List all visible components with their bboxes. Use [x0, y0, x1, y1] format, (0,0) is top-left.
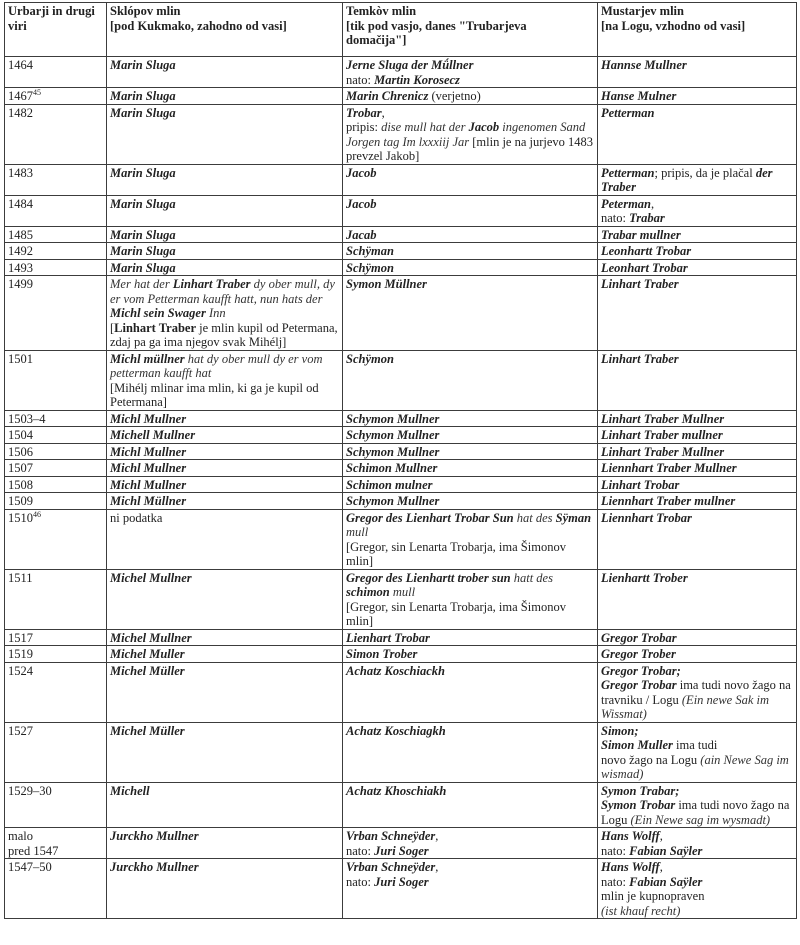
temkov-cell: Jacab [343, 226, 598, 243]
mustarjev-cell: Lienhartt Trober [598, 569, 797, 629]
mustarjev-cell: Symon Trabar; Symon Trobar ima tudi novo žago na Logu (Ein Newe sag im wysmadt) [598, 782, 797, 828]
temkov-cell: Symon Müllner [343, 276, 598, 351]
sklopov-cell: Jurckho Mullner [107, 828, 343, 859]
mustarjev-cell: Linhart Traber Mullner [598, 443, 797, 460]
mustarjev-cell: Simon; Simon Muller ima tudi novo žago na Logu (ain Newe Sag im wismad) [598, 722, 797, 782]
table-row [5, 569, 797, 629]
table-row [5, 427, 797, 444]
temkov-cell: Jerne Sluga der Mǘllner nato: Martin Korosecz [343, 57, 598, 88]
year-cell: 1482 [5, 104, 107, 164]
sklopov-cell: Jurckho Mullner [107, 859, 343, 919]
temkov-cell: Schÿmon [343, 259, 598, 276]
temkov-cell: Jacob [343, 164, 598, 195]
sklopov-cell: Michl Müllner [107, 493, 343, 510]
temkov-cell: Achatz Koschiagkh [343, 722, 598, 782]
temkov-cell: Schymon Mullner [343, 443, 598, 460]
temkov-cell: Jacob [343, 195, 598, 226]
sklopov-cell: Marin Sluga [107, 259, 343, 276]
year-cell: 1467$^{45}$ [5, 88, 107, 105]
year-cell: malo pred 1547 [5, 828, 107, 859]
year-cell: 1464 [5, 57, 107, 88]
year-cell: 1499 [5, 276, 107, 351]
mustarjev-cell: Peterman, nato: Trabar [598, 195, 797, 226]
year-cell: 1485 [5, 226, 107, 243]
mustarjev-cell: Hans Wolff, nato: Fabian Saÿler [598, 828, 797, 859]
sklopov-cell: ni podatka [107, 509, 343, 569]
sklopov-cell: Michel Müller [107, 662, 343, 722]
year-cell: 1511 [5, 569, 107, 629]
temkov-cell: Schymon Mullner [343, 427, 598, 444]
year-cell: 1509 [5, 493, 107, 510]
table-row [5, 629, 797, 646]
mustarjev-cell: Petterman; pripis, da je plačal der Traber [598, 164, 797, 195]
header-row [5, 3, 797, 57]
mustarjev-cell: Hanse Mulner [598, 88, 797, 105]
table-row [5, 276, 797, 351]
sklopov-cell: Michel Muller [107, 646, 343, 663]
year-cell: 1527 [5, 722, 107, 782]
temkov-cell: Vrban Schneÿder, nato: Juri Soger [343, 859, 598, 919]
mustarjev-cell: Petterman [598, 104, 797, 164]
table-row [5, 443, 797, 460]
sklopov-cell: Michl Mullner [107, 460, 343, 477]
mustarjev-cell: Linhart Traber [598, 350, 797, 410]
mustarjev-cell: Hannse Mullner [598, 57, 797, 88]
table-row [5, 104, 797, 164]
sklopov-cell: Michel Mullner [107, 629, 343, 646]
table-row [5, 164, 797, 195]
table-row [5, 57, 797, 88]
sklopov-cell: Michel Müller [107, 722, 343, 782]
table-row [5, 350, 797, 410]
table-row [5, 509, 797, 569]
year-cell: 1508 [5, 476, 107, 493]
mustarjev-cell: Trabar mullner [598, 226, 797, 243]
temkov-cell: Schimon mulner [343, 476, 598, 493]
mills-table [4, 2, 797, 919]
header-sklopov-mlin: Sklópov mlin [pod Kukmako, zahodno od vasi] [107, 3, 343, 57]
sklopov-cell: Michl Mullner [107, 443, 343, 460]
mustarjev-cell: Gregor Trobar; Gregor Trobar ima tudi novo žago na travniku / Logu (Ein newe Sak im Wissmat) [598, 662, 797, 722]
sklopov-cell: Mer hat der Linhart Traber dy ober mull, dy er vom Petterman kaufft hatt, nun hats der Michl sein Swager Inn [Linhart Traber je mlin kupil od Petermana, zdaj pa ga ima njegov svak Mihélj] [107, 276, 343, 351]
sklopov-cell: Marin Sluga [107, 226, 343, 243]
sklopov-cell: Marin Sluga [107, 57, 343, 88]
table-row [5, 195, 797, 226]
sklopov-cell: Marin Sluga [107, 88, 343, 105]
table-row [5, 722, 797, 782]
sklopov-cell: Marin Sluga [107, 164, 343, 195]
temkov-cell: Simon Trober [343, 646, 598, 663]
year-cell: 1506 [5, 443, 107, 460]
footnote-ref: 46 [33, 509, 41, 519]
sklopov-cell: Marin Sluga [107, 195, 343, 226]
mustarjev-cell: Leonhart Trobar [598, 259, 797, 276]
table-row [5, 460, 797, 477]
temkov-cell: Schymon Mullner [343, 493, 598, 510]
sklopov-cell: Michl Mullner [107, 476, 343, 493]
table-row [5, 243, 797, 260]
header-sources: Urbarji in drugi viri [5, 3, 107, 57]
sklopov-cell: Marin Sluga [107, 243, 343, 260]
year-cell: 1517 [5, 629, 107, 646]
temkov-cell: Marin Chrenicz (verjetno) [343, 88, 598, 105]
mustarjev-cell: Linhart Traber Mullner [598, 410, 797, 427]
mustarjev-cell: Gregor Trobar [598, 629, 797, 646]
temkov-cell: Schymon Mullner [343, 410, 598, 427]
temkov-cell: Schimon Mullner [343, 460, 598, 477]
mustarjev-cell: Leonhartt Trobar [598, 243, 797, 260]
temkov-cell: Schÿman [343, 243, 598, 260]
table-row [5, 226, 797, 243]
mustarjev-cell: Linhart Traber [598, 276, 797, 351]
year-cell: 1492 [5, 243, 107, 260]
temkov-cell: Vrban Schneÿder, nato: Juri Soger [343, 828, 598, 859]
temkov-cell: Trobar, pripis: dise mull hat der Jacob ingenomen Sand Jorgen tag Im lxxxiij Jar [mlin je na jurjevo 1483 prevzel Jakob] [343, 104, 598, 164]
year-cell: 1529–30 [5, 782, 107, 828]
sklopov-cell: Michell [107, 782, 343, 828]
header-temkov-mlin: Temkòv mlin [tik pod vasjo, danes "Trubarjeva domačija"] [343, 3, 598, 57]
table-row [5, 493, 797, 510]
sklopov-cell: Michel Mullner [107, 569, 343, 629]
temkov-cell: Gregor des Lienhart Trobar Sun hat des Sÿman mull [Gregor, sin Lenarta Trobarja, ima Šimonov mlin] [343, 509, 598, 569]
table-row [5, 259, 797, 276]
mustarjev-cell: Hans Wolff, nato: Fabian Saÿler mlin je kupnopraven (ist khauf recht) [598, 859, 797, 919]
year-cell: 1503–4 [5, 410, 107, 427]
year-cell: 1484 [5, 195, 107, 226]
table-row [5, 859, 797, 919]
temkov-cell: Lienhart Trobar [343, 629, 598, 646]
sklopov-cell: Michell Mullner [107, 427, 343, 444]
mustarjev-cell: Liennhart Traber Mullner [598, 460, 797, 477]
table-row [5, 828, 797, 859]
sklopov-cell: Michl Mullner [107, 410, 343, 427]
temkov-cell: Schÿmon [343, 350, 598, 410]
header-mustarjev-mlin: Mustarjev mlin [na Logu, vzhodno od vasi] [598, 3, 797, 57]
table-row [5, 476, 797, 493]
year-cell: 1501 [5, 350, 107, 410]
year-cell: 1504 [5, 427, 107, 444]
table-row [5, 662, 797, 722]
year-cell: 1524 [5, 662, 107, 722]
sklopov-cell: Michl müllner hat dy ober mull dy er vom petterman kaufft hat [Mihélj mlinar ima mlin, ki ga je kupil od Petermana] [107, 350, 343, 410]
year-cell: 1547–50 [5, 859, 107, 919]
temkov-cell: Achatz Khoschiakh [343, 782, 598, 828]
mustarjev-cell: Liennhart Trobar [598, 509, 797, 569]
temkov-cell: Gregor des Lienhartt trober sun hatt des schimon mull [Gregor, sin Lenarta Trobarja, ima Šimonov mlin] [343, 569, 598, 629]
table-row [5, 646, 797, 663]
mustarjev-cell: Gregor Trober [598, 646, 797, 663]
footnote-ref: 45 [33, 87, 41, 97]
mustarjev-cell: Linhart Traber mullner [598, 427, 797, 444]
mustarjev-cell: Linhart Trobar [598, 476, 797, 493]
year-cell: 1510$^{46}$ [5, 509, 107, 569]
mustarjev-cell: Liennhart Traber mullner [598, 493, 797, 510]
table-row [5, 410, 797, 427]
sklopov-cell: Marin Sluga [107, 104, 343, 164]
year-cell: 1507 [5, 460, 107, 477]
year-cell: 1519 [5, 646, 107, 663]
year-cell: 1493 [5, 259, 107, 276]
temkov-cell: Achatz Koschiackh [343, 662, 598, 722]
table-row [5, 88, 797, 105]
year-cell: 1483 [5, 164, 107, 195]
table-row [5, 782, 797, 828]
